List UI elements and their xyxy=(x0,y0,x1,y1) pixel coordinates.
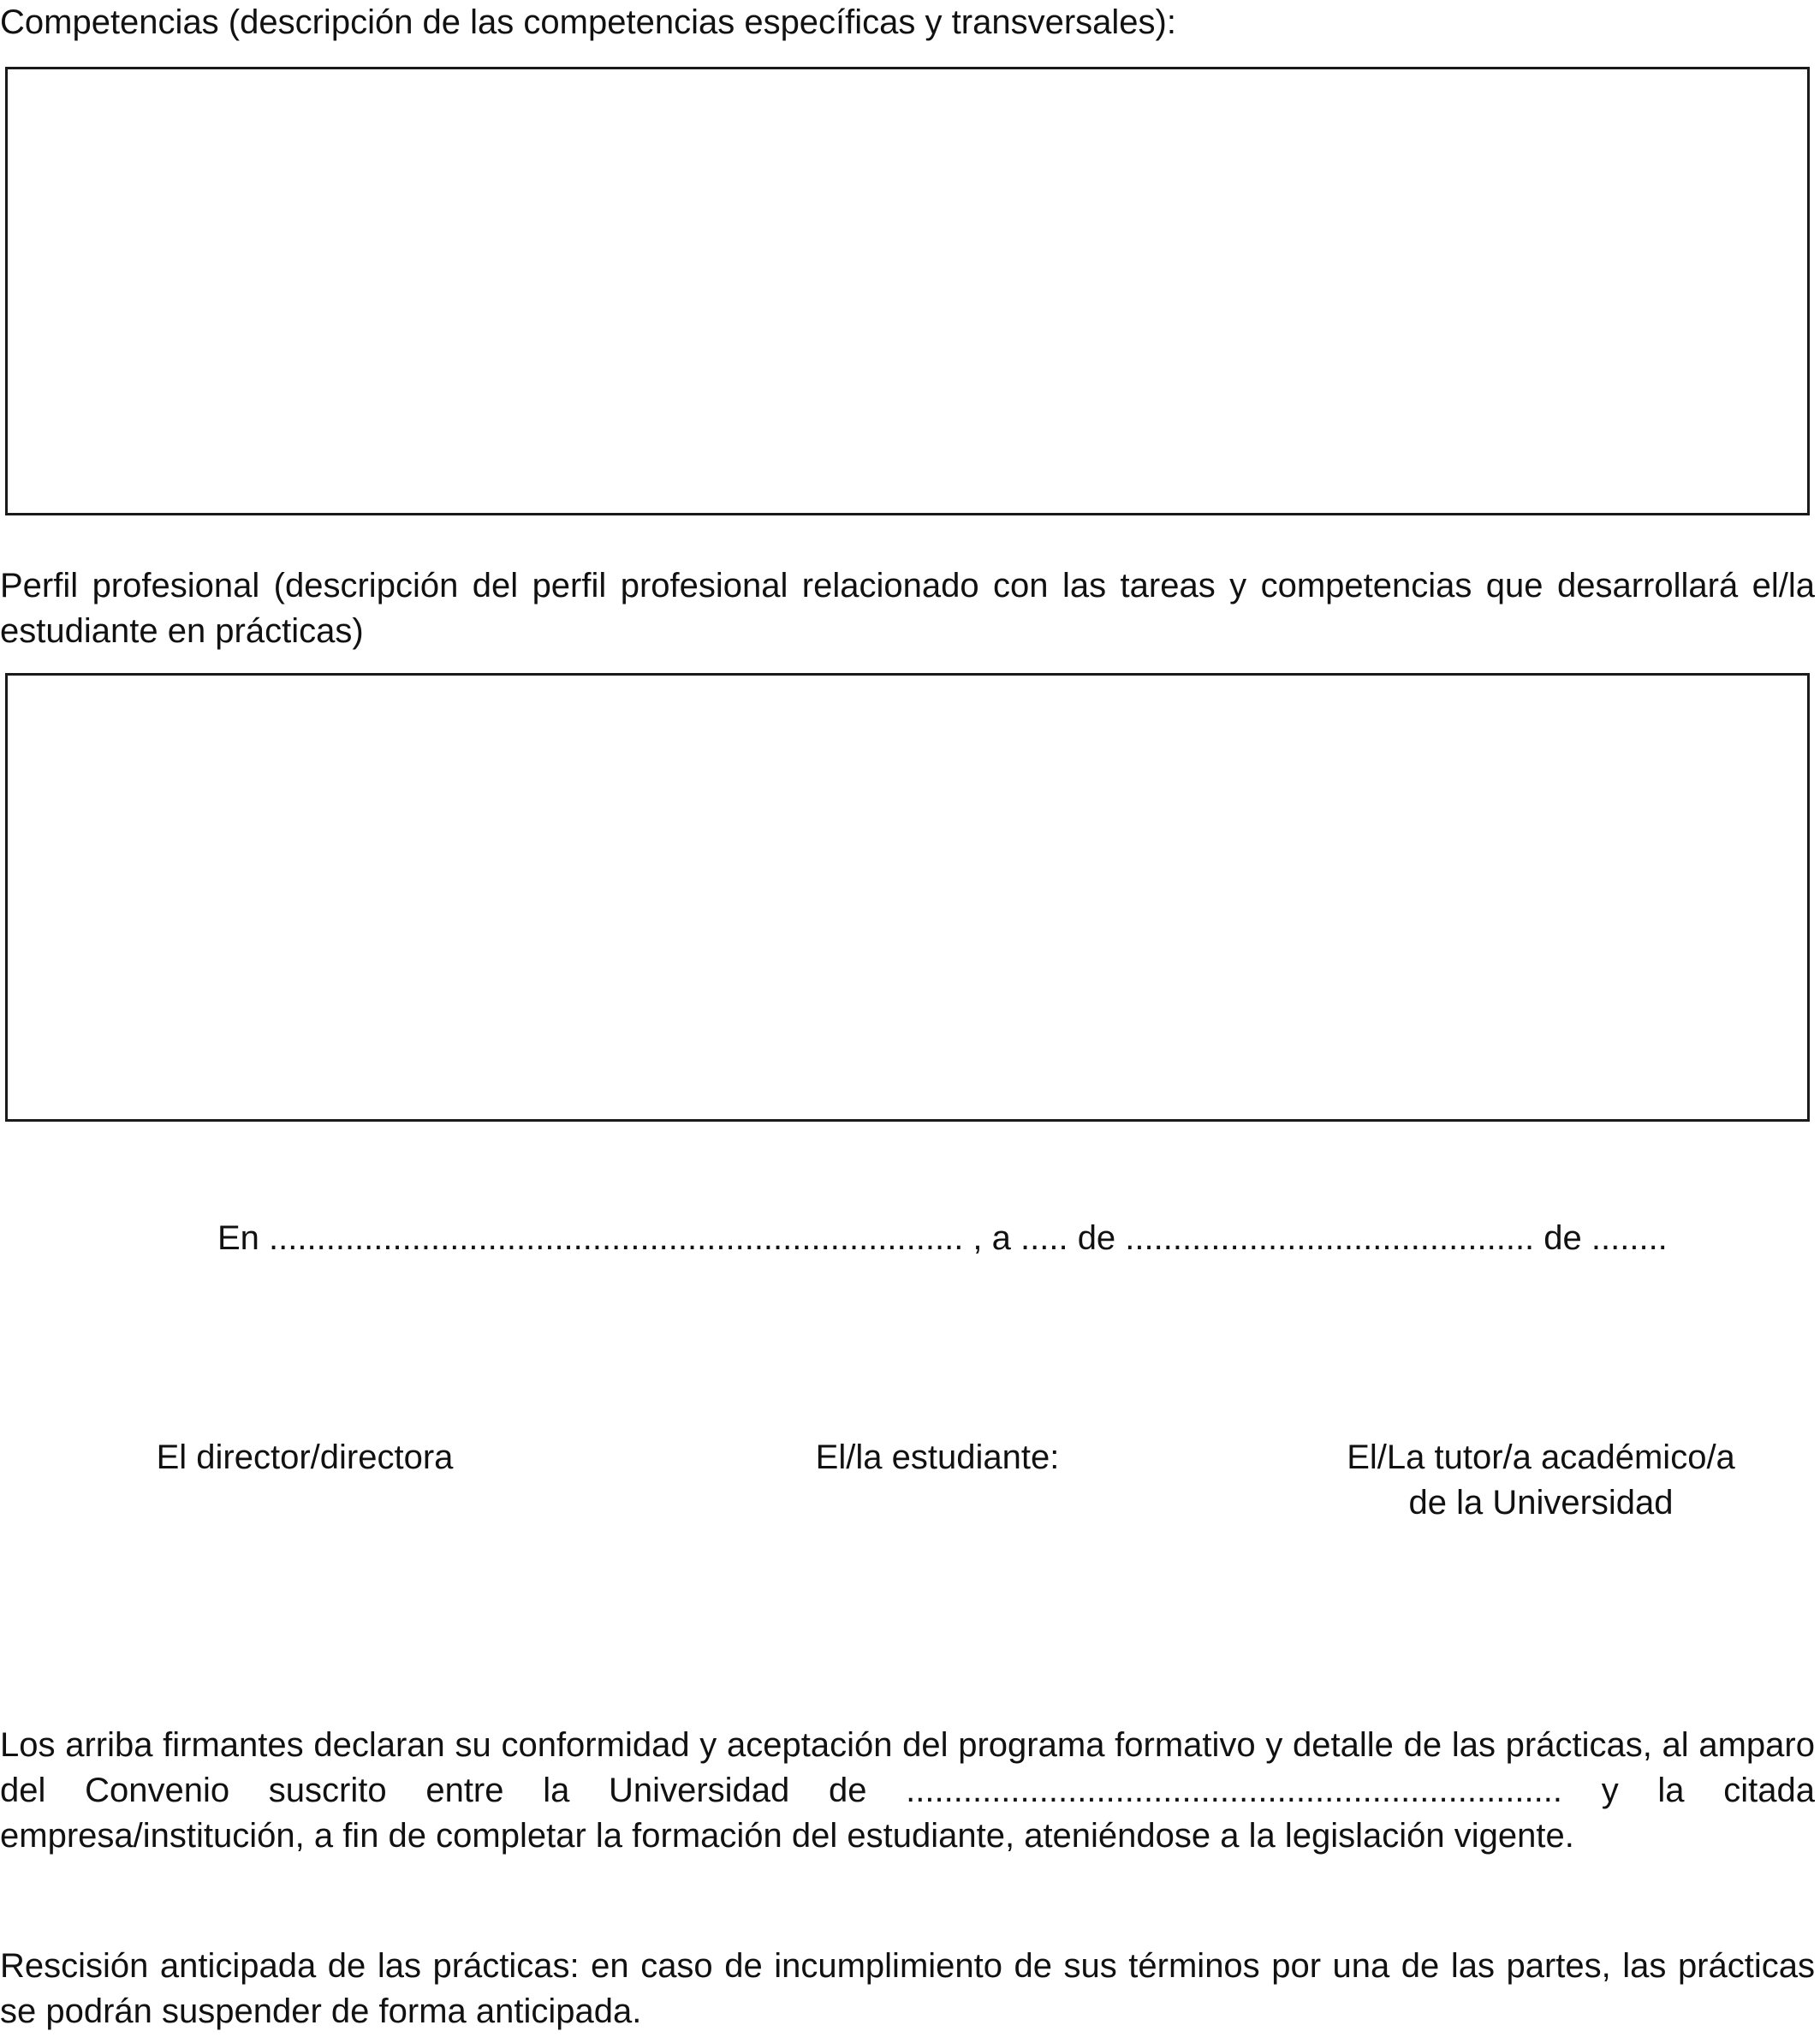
signature-tutor-line1: El/La tutor/a académico/a xyxy=(1347,1438,1735,1476)
competencias-label: Competencias (descripción de las competencias específicas y transversales): xyxy=(0,3,1176,41)
signature-tutor-label xyxy=(1301,1435,1781,1526)
perfil-profesional-text-box[interactable] xyxy=(5,673,1810,1122)
declaration-paragraph: Los arriba firmantes declaran su conformidad y aceptación del programa formativo y detalle de las prácticas, al amparo del Convenio suscrito entre la Universidad de ..................................................................... y la citada empresa/institución, a fin de completar la formación del estudiante, ateniéndose a la legislación vigente. xyxy=(0,1726,1815,1855)
signature-tutor-line2: de la Universidad xyxy=(1408,1484,1674,1522)
rescision-paragraph: Rescisión anticipada de las prácticas: en caso de incumplimiento de sus términos por una de las partes, las prácticas se podrán suspender de forma anticipada. xyxy=(0,1947,1815,2030)
competencias-text-box[interactable] xyxy=(5,67,1810,515)
place-date-line: En ......................................................................... , a ..... de ........................................... de ........ xyxy=(217,1219,1668,1257)
signature-director-label: El director/directora xyxy=(156,1438,454,1476)
perfil-profesional-label: Perfil profesional (descripción del perfil profesional relacionado con las tareas y competencias que desarrollará el/la estudiante en prácticas) xyxy=(0,567,1815,650)
signature-student-label: El/la estudiante: xyxy=(815,1438,1060,1476)
